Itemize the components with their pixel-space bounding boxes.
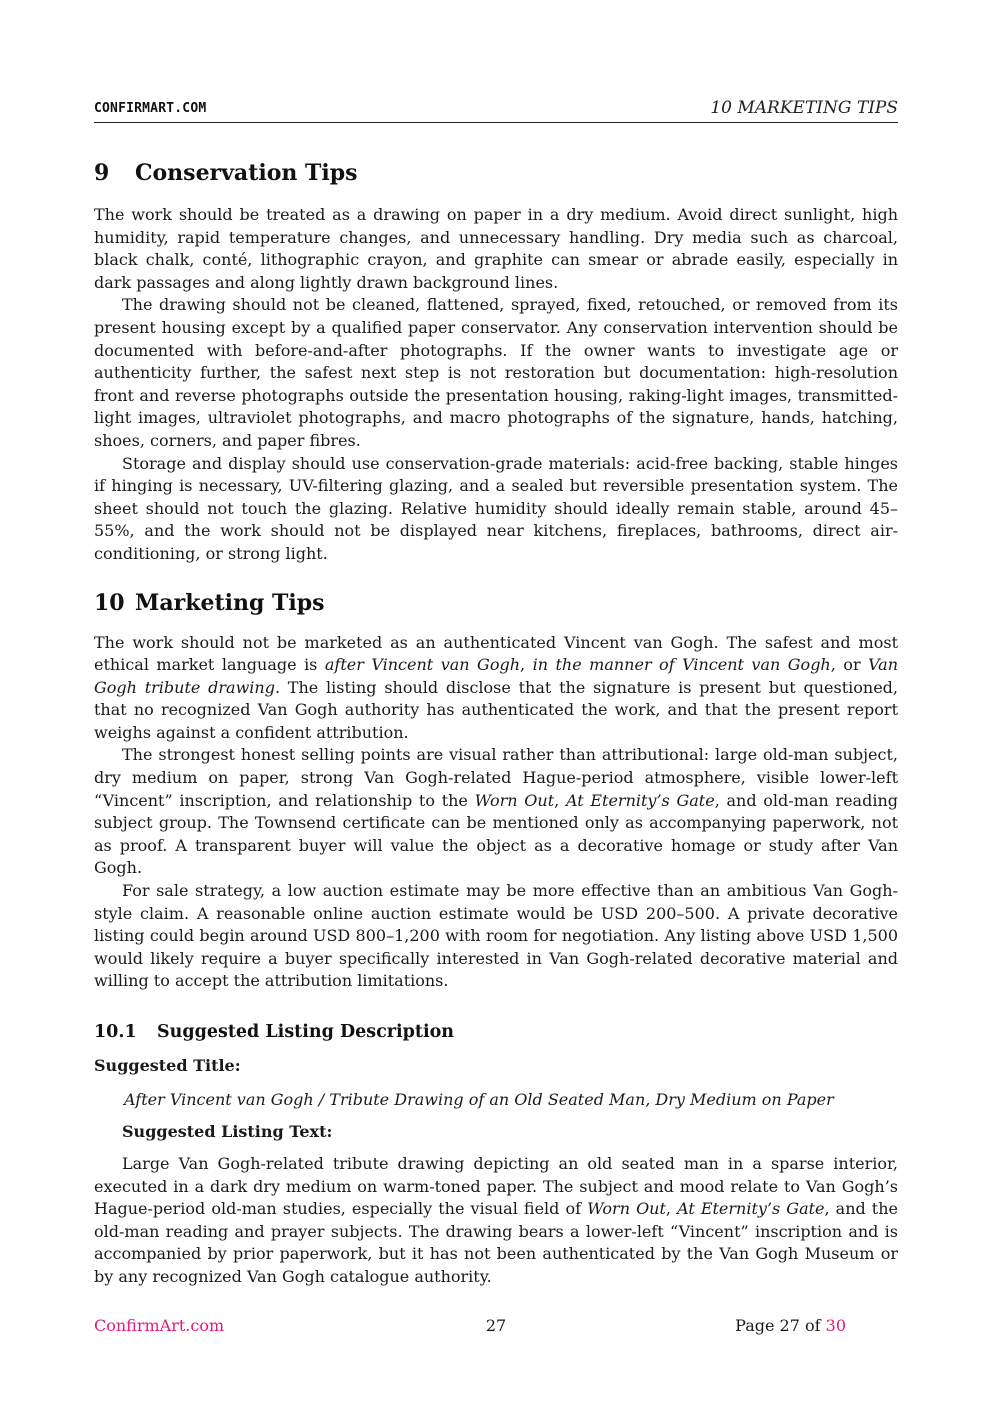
paragraph: The work should be treated as a drawing on paper in a dry medium. Avoid direct sunlight, high humidity, rapid temperature changes, and unnecessary handling. Dry media such as charcoal, black chalk, conté, lithographic crayon, and graphite can smear or abrade easily, especially in dark passages and along lightly drawn background lines.	[94, 205, 898, 292]
subsection-number: 10.1	[94, 1022, 137, 1042]
page-header	[94, 98, 898, 123]
section-number: 10	[94, 589, 125, 616]
paragraph: The strongest honest selling points are visual rather than attributional: large old-man subject, dry medium on paper, strong Van Gogh-related Hague-period atmosphere, visible lower-left “Vincent” inscription, and relationship to the Worn Out, At Eternity’s Gate, and old-man reading subject group. The Townsend certificate can be mentioned only as accompanying paperwork, not as proof. A transparent buyer will value the object as a decorative homage or study after Van Gogh.	[94, 745, 898, 878]
section-title: Conservation Tips	[135, 160, 358, 186]
paragraph: Storage and display should use conservation-grade materials: acid-free backing, stable hinges if hinging is necessary, UV-filtering glazing, and a sealed but reversible presentation system. The sheet should not touch the glazing. Relative humidity should ideally remain stable, around 45–55%, and the work should not be displayed near kitchens, fireplaces, bathrooms, direct air-conditioning, or strong light.	[94, 453, 898, 563]
subsection-heading-listing	[94, 1019, 898, 1045]
suggested-title-label: Suggested Title:	[94, 1056, 241, 1075]
running-head: 10 MARKETING TIPS	[710, 98, 898, 118]
footer-page-count: Page 27 of 30	[735, 1316, 846, 1335]
paragraph: The work should not be marketed as an authenticated Vincent van Gogh. The safest and most ethical market language is after Vincent van Gogh, in the manner of Vincent van Gogh, or Van Gogh tribute drawing. The listing should disclose that the signature is present but questioned, that no recognized Van Gogh authority has authenticated the work, and that the present report weighs against a confident attribution.	[94, 632, 899, 742]
section-number: 9	[94, 160, 110, 186]
suggested-text-label: Suggested Listing Text:	[122, 1122, 333, 1141]
page-footer	[94, 1316, 898, 1338]
footer-site-link[interactable]: ConfirmArt.com	[94, 1316, 225, 1335]
page-content	[94, 158, 898, 1289]
section-title: Marketing Tips	[135, 589, 325, 616]
paragraph: For sale strategy, a low auction estimate may be more effective than an ambitious Van Gogh-style claim. A reasonable online auction estimate would be USD 200–500. A private decorative listing could begin around USD 800–1,200 with room for negotiation. Any listing above USD 1,500 would likely require a buyer specifically interested in Van Gogh-related decorative material and willing to accept the attribution limitations.	[94, 881, 898, 991]
subsection-title: Suggested Listing Description	[157, 1022, 455, 1042]
site-logo: CONFIRMART.COM	[94, 101, 207, 116]
suggested-title-text: After Vincent van Gogh / Tribute Drawing of an Old Seated Man, Dry Medium on Paper	[124, 1090, 834, 1109]
section-heading-marketing	[94, 588, 898, 618]
section-heading-conservation	[94, 158, 898, 188]
paragraph: The drawing should not be cleaned, flattened, sprayed, fixed, retouched, or removed from its present housing except by a qualified paper conservator. Any conservation intervention should be documented with before-and-after photographs. If the owner wants to investigate age or authenticity further, the safest next step is not restoration but documentation: high-resolution front and reverse photographs outside the presentation housing, raking-light images, transmitted-light images, ultraviolet photographs, and macro photographs of the signature, hands, hatching, shoes, corners, and paper fibres.	[94, 295, 898, 450]
footer-page-number: 27	[485, 1316, 507, 1335]
suggested-listing-text: Large Van Gogh-related tribute drawing depicting an old seated man in a sparse interior, executed in a dark dry medium on warm-toned paper. The subject and mood relate to Van Gogh’s Hague-period old-man studies, especially the visual field of Worn Out, At Eternity’s Gate, and the old-man reading and prayer subjects. The drawing bears a lower-left “Vincent” inscription and is accompanied by prior paperwork, but it has not been authenticated by the Van Gogh Museum or by any recognized Van Gogh catalogue authority.	[94, 1154, 898, 1286]
total-pages-link[interactable]: 30	[825, 1316, 846, 1335]
